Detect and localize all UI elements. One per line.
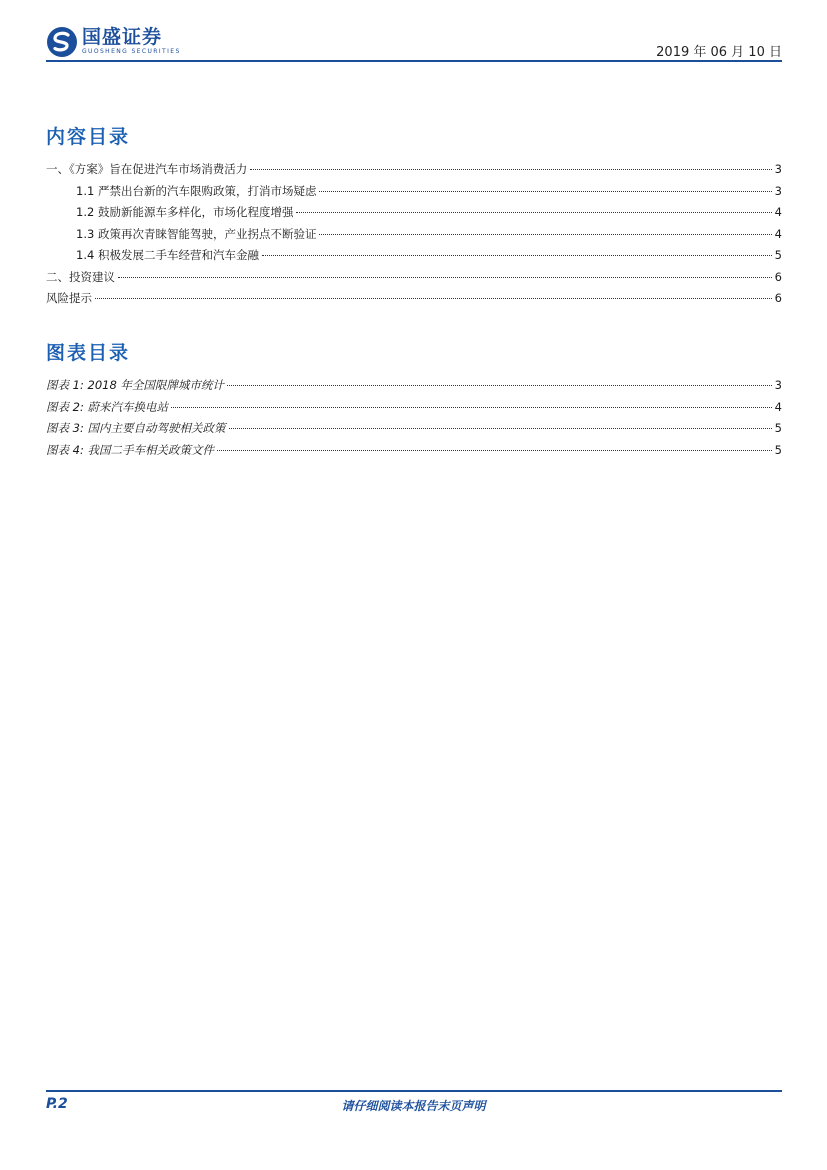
toc-entry-text: 风险提示 (46, 291, 92, 305)
figure-entry[interactable] (46, 399, 782, 421)
toc-entry-page-number: 6 (774, 269, 782, 284)
logo-english-name: GUOSHENG SECURITIES (82, 48, 181, 55)
page-number: P.2 (46, 1096, 68, 1112)
toc-entry-page-number: 3 (774, 162, 782, 176)
toc-entry[interactable] (46, 290, 782, 312)
figures-title: 图表目录 (46, 342, 131, 364)
logo-emblem-icon (46, 26, 78, 58)
figure-entry[interactable] (46, 420, 782, 442)
page-header (46, 26, 782, 62)
toc-entry-page-number: 4 (774, 226, 782, 241)
figure-entry-page-number: 5 (774, 442, 782, 457)
header-divider (46, 60, 782, 62)
toc-entry-page-number: 3 (774, 183, 782, 198)
logo-chinese-name: 国盛证券 (82, 26, 163, 48)
figure-entry-page-number: 4 (774, 399, 782, 414)
toc-entry-text: 一、《方案》旨在促进汽车市场消费活力 (46, 162, 248, 176)
figure-entry[interactable] (46, 377, 782, 399)
contents-title: 内容目录 (46, 126, 131, 148)
dot-leader (229, 428, 772, 429)
figure-entry-text: 图表 4: 我国二手车相关政策文件 (46, 442, 215, 457)
toc-entry[interactable] (46, 269, 782, 291)
contents-list (46, 161, 782, 312)
disclaimer-note: 请仔细阅读本报告末页声明 (341, 1099, 486, 1113)
toc-entry[interactable] (46, 161, 782, 183)
toc-entry-page-number: 6 (774, 291, 782, 305)
toc-entry-text: 1.2 鼓励新能源车多样化，市场化程度增强 (76, 205, 294, 219)
dot-leader (118, 277, 772, 278)
toc-entry[interactable] (46, 204, 782, 226)
toc-entry-text: 1.4 积极发展二手车经营和汽车金融 (76, 248, 259, 262)
dot-leader (319, 234, 771, 235)
footer-divider (46, 1090, 782, 1092)
company-logo (46, 26, 181, 58)
dot-leader (217, 450, 772, 451)
toc-entry-page-number: 5 (774, 248, 782, 262)
figures-list (46, 377, 782, 463)
figure-entry[interactable] (46, 442, 782, 464)
toc-entry-page-number: 4 (774, 205, 782, 219)
dot-leader (95, 298, 772, 299)
dot-leader (262, 255, 772, 256)
toc-entry[interactable] (46, 247, 782, 269)
figure-entry-text: 图表 3: 国内主要自动驾驶相关政策 (46, 421, 226, 435)
dot-leader (227, 385, 772, 386)
figure-entry-page-number: 3 (774, 378, 782, 392)
figure-entry-text: 图表 2: 蔚来汽车换电站 (46, 399, 169, 414)
toc-entry[interactable] (46, 183, 782, 205)
logo-wordmark (82, 26, 212, 56)
dot-leader (171, 407, 772, 408)
toc-entry[interactable] (46, 226, 782, 248)
report-date: 2019 年 06 月 10 日 (656, 45, 782, 60)
toc-entry-text: 二、投资建议 (46, 269, 115, 284)
figure-entry-page-number: 5 (774, 421, 782, 435)
toc-entry-text: 1.1 严禁出台新的汽车限购政策，打消市场疑虑 (76, 183, 317, 198)
dot-leader (319, 191, 771, 192)
dot-leader (296, 212, 771, 213)
figure-entry-text: 图表 1: 2018 年全国限牌城市统计 (46, 378, 224, 392)
dot-leader (250, 169, 771, 170)
toc-entry-text: 1.3 政策再次青睐智能驾驶，产业拐点不断验证 (76, 226, 317, 241)
